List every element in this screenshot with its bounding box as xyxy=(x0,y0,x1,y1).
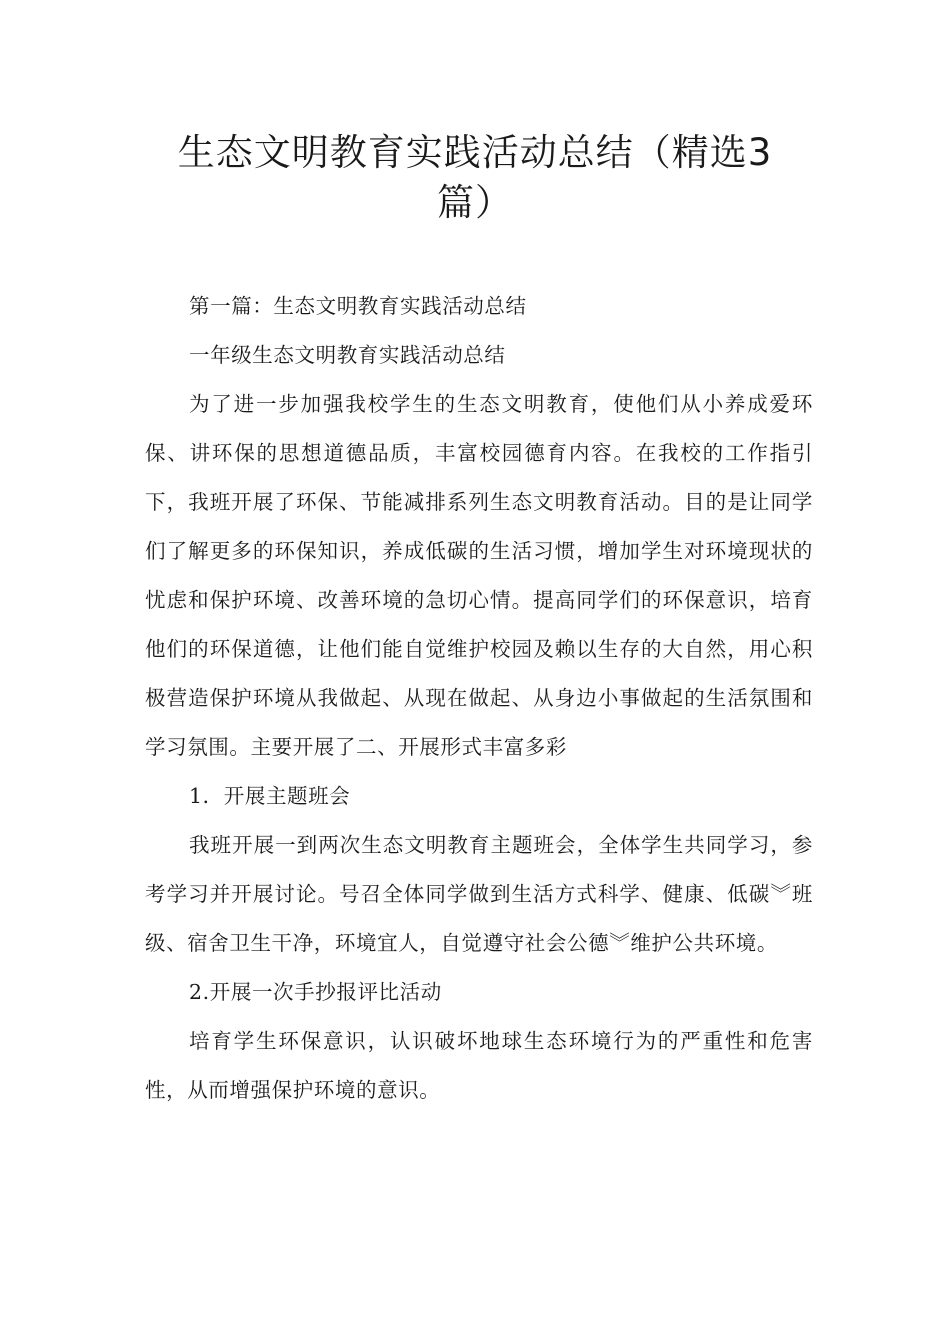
subsection-heading: 一年级生态文明教育实践活动总结 xyxy=(189,343,506,367)
item-paragraph-1: 我班开展一到两次生态文明教育主题班会，全体学生共同学习，参考学习并开展讨论。号召全体同学做到生活方式科学、健康、低碳︾班级、宿舍卫生干净，环境宜人，自觉遵守社会公德︾维护公共环境。 xyxy=(145,833,813,955)
item-heading-1: 1．开展主题班会 xyxy=(189,784,351,808)
document-body xyxy=(145,282,813,1115)
intro-paragraph: 为了进一步加强我校学生的生态文明教育，使他们从小养成爱环保、讲环保的思想道德品质，丰富校园德育内容。在我校的工作指引下，我班开展了环保、节能减排系列生态文明教育活动。目的是让同学们了解更多的环保知识，养成低碳的生活习惯，增加学生对环境现状的忧虑和保护环境、改善环境的急切心情。提高同学们的环保意识，培育他们的环保道德，让他们能自觉维护校园及赖以生存的大自然，用心积极营造保护环境从我做起、从现在做起、从身边小事做起的生活氛围和学习氛围。主要开展了二、开展形式丰富多彩 xyxy=(145,392,813,759)
item-paragraph-2: 培育学生环保意识，认识破坏地球生态环境行为的严重性和危害性，从而增强保护环境的意识。 xyxy=(145,1029,813,1102)
section-heading: 第一篇：生态文明教育实践活动总结 xyxy=(189,294,527,318)
document-title xyxy=(120,128,830,228)
title-line-1: 生态文明教育实践活动总结（精选3 xyxy=(177,131,773,174)
title-line-2: 篇） xyxy=(437,181,513,224)
item-heading-2: 2.开展一次手抄报评比活动 xyxy=(189,980,442,1004)
